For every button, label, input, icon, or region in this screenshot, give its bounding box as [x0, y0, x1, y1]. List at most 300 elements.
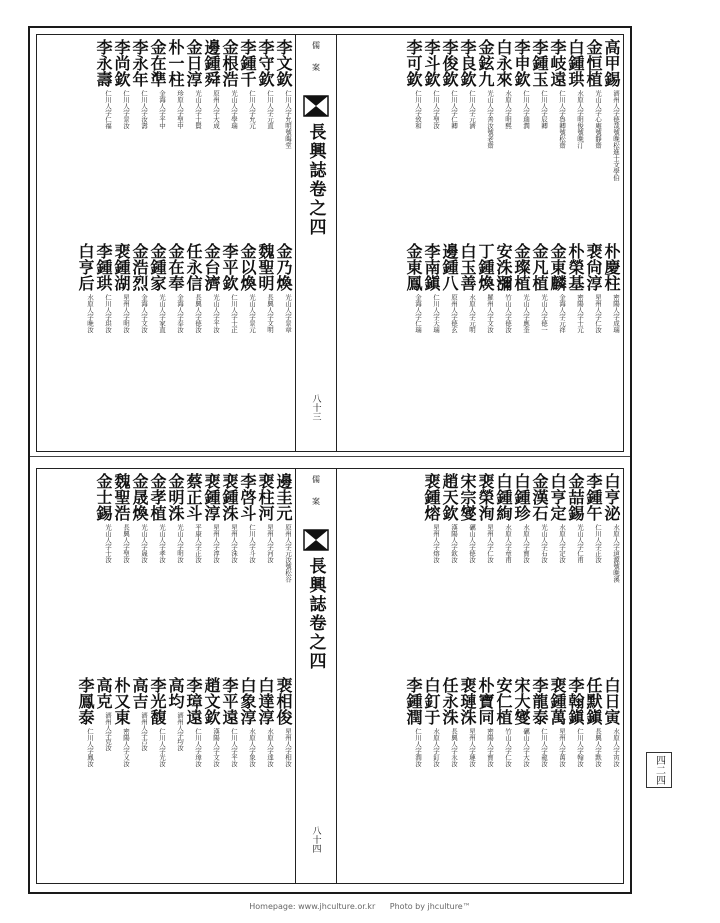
person-name: 高甲錫 [602, 39, 621, 87]
person-note: 光山人字心庵號靜齋 [594, 90, 602, 149]
person-note: 仁川人字辰卿 [540, 90, 548, 129]
register-entry [113, 677, 129, 877]
register-entry [441, 243, 457, 443]
person-note: 原州人字德玄 [450, 294, 458, 333]
person-note: 星州人字仁汝 [594, 294, 602, 333]
register-entry [549, 39, 565, 239]
person-name: 宋大燮 [512, 677, 531, 725]
register-entry [567, 677, 583, 877]
register-entry [239, 473, 255, 673]
register-entry [567, 473, 583, 673]
person-name: 李尚欽 [112, 39, 131, 87]
person-name: 朴榮基 [566, 243, 585, 291]
person-name: 白亨定 [548, 473, 567, 521]
register-entry [221, 473, 237, 673]
register-entry [149, 39, 165, 239]
person-name: 裵相俊 [274, 677, 293, 725]
register-entry [585, 243, 601, 443]
person-name: 金恒植 [584, 39, 603, 87]
person-name: 裵璉洙 [458, 677, 477, 725]
person-note: 水原人字明熙 [504, 90, 512, 129]
register-entry [603, 473, 619, 673]
person-note: 仁川人字仁福 [104, 90, 112, 129]
register-entry [513, 39, 529, 239]
register-entry [513, 243, 529, 443]
person-name: 李南鎭 [422, 243, 441, 291]
person-note: 光山人字學瑞 [230, 90, 238, 129]
person-name: 高吉 [130, 677, 149, 709]
register-entry [585, 473, 601, 673]
person-note: 光山人字孝汝 [158, 524, 166, 563]
person-name: 金乃煥 [274, 243, 293, 291]
register-entry [185, 677, 201, 877]
person-name: 金在奉 [166, 243, 185, 291]
register-entry [495, 39, 511, 239]
person-name: 金凡植 [530, 243, 549, 291]
person-name: 白達淳 [256, 677, 275, 725]
person-name: 李光馥 [148, 677, 167, 725]
register-entry [113, 39, 129, 239]
register-entry [531, 473, 547, 673]
person-note: 漢陽人字文汝 [212, 728, 220, 767]
register-entry [549, 243, 565, 443]
page-number-box: 四二四 [646, 752, 672, 788]
person-note: 仁川人字仁卿 [450, 90, 458, 129]
person-name: 李可欽 [404, 39, 423, 87]
person-name: 李永壽 [94, 39, 113, 87]
person-name: 金士錫 [94, 473, 113, 521]
person-note: 仁川人字翰汝 [576, 728, 584, 767]
person-name: 金在準 [148, 39, 167, 87]
register-entry [95, 473, 111, 673]
register-entry [239, 677, 255, 877]
person-note: 濟州人字均汝 [176, 712, 184, 751]
upper-right-half [365, 35, 623, 451]
person-note: 仁川人字允明號晦堂 [284, 90, 292, 149]
person-name: 裵鍾湖 [112, 243, 131, 291]
person-name: 白亨后 [76, 243, 95, 291]
lower-right-row-2 [365, 677, 623, 877]
register-entry [221, 39, 237, 239]
person-name: 金日淳 [184, 39, 203, 87]
register-entry [167, 39, 183, 239]
person-note: 星州人字淳汝 [212, 524, 220, 563]
register-entry [603, 243, 619, 443]
person-note: 星州人字仁汝 [486, 524, 494, 563]
person-note: 水原人字晩汝 [86, 294, 94, 333]
person-name: 邊鍾八 [440, 243, 459, 291]
register-entry [185, 243, 201, 443]
person-name: 金浩烈 [130, 243, 149, 291]
person-note: 水原人字章甫 [504, 524, 512, 563]
person-note: 星州人字明汝 [122, 294, 130, 333]
person-name: 金東麟 [548, 243, 567, 291]
register-entry [423, 473, 439, 673]
person-note: 仁川人字龍汝 [540, 728, 548, 767]
person-name: 朴又東 [112, 677, 131, 725]
upper-register-block [36, 34, 624, 452]
person-name: 朴一柱 [166, 39, 185, 87]
person-name: 裵柱河 [256, 473, 275, 521]
register-entry [459, 473, 475, 673]
register-entry [513, 677, 529, 877]
person-note: 仁川人字斗汝 [248, 524, 256, 563]
person-note: 水原人字寶汝 [522, 524, 530, 563]
side-mark: 儒案 [311, 475, 321, 519]
person-name: 金根浩 [220, 39, 239, 87]
register-entry [275, 677, 291, 877]
person-name: 李岐遠 [548, 39, 567, 87]
block-divider [30, 456, 630, 457]
register-entry [131, 243, 147, 443]
person-name: 李平欽 [220, 243, 239, 291]
register-entry [585, 39, 601, 239]
person-note: 仁川人字光汝 [158, 728, 166, 767]
person-name: 白鍾絢 [494, 473, 513, 521]
person-note: 金海人字平中 [158, 90, 166, 129]
register-entry [77, 243, 93, 443]
register-entry [567, 243, 583, 443]
person-name: 安洙瀰 [494, 243, 513, 291]
person-name: 白永來 [494, 39, 513, 87]
person-name: 任默鎭 [584, 677, 603, 725]
register-entry [239, 39, 255, 239]
register-entry [603, 39, 619, 239]
person-name: 金明洙 [166, 473, 185, 521]
person-note: 漢陽人字欽汝 [450, 524, 458, 563]
person-note: 水原人字道源號晩溪 [612, 524, 620, 583]
homepage-text: Homepage: www.jhculture.or.kr [249, 902, 376, 911]
person-name: 金喆錫 [566, 473, 585, 521]
person-note: 密陽人字士元 [576, 294, 584, 333]
register-entry [531, 39, 547, 239]
person-note: 長興人字默汝 [594, 728, 602, 767]
person-note: 星州人字萬汝 [558, 728, 566, 767]
person-name: 邊圭元 [274, 473, 293, 521]
person-note: 平康人字正汝 [194, 524, 202, 563]
register-entry [95, 39, 111, 239]
person-note: 仁川人字致和 [414, 90, 422, 129]
register-entry [441, 473, 457, 673]
person-note: 羅州人字文汝 [486, 294, 494, 333]
person-note: 光山人字晟汝 [140, 524, 148, 563]
person-name: 李啓斗 [238, 473, 257, 521]
folio-number: 八十三 [310, 394, 321, 421]
person-name: 金璨植 [512, 243, 531, 291]
person-note: 珍原人字聖中 [176, 90, 184, 129]
lower-left-half [37, 469, 295, 883]
person-name: 裵鍾萬 [548, 677, 567, 725]
person-name: 李璋遠 [184, 677, 203, 725]
person-note: 原州人字大成 [212, 90, 220, 129]
register-entry [185, 39, 201, 239]
register-entry [495, 243, 511, 443]
person-name: 裵鍾熔 [422, 473, 441, 521]
person-note: 水原人字釘汝 [432, 728, 440, 767]
register-entry [221, 243, 237, 443]
person-note: 仁川人字璋汝 [194, 728, 202, 767]
person-name: 魏聖浩 [112, 473, 131, 521]
person-note: 光山人字應奎 [522, 294, 530, 333]
person-note: 水原人字寅汝 [612, 728, 620, 767]
register-entry [275, 39, 291, 239]
person-name: 李斗欽 [422, 39, 441, 87]
person-note: 長興人字永汝 [450, 728, 458, 767]
person-note: 光山人字景元 [248, 294, 256, 333]
register-entry [423, 243, 439, 443]
person-note: 仁川人字景汝 [122, 90, 130, 129]
person-note: 仁川人字魯卿號松齋 [558, 90, 566, 149]
person-note: 仁川人字珙汝 [104, 294, 112, 333]
book-title: 長興誌卷之四 [305, 557, 326, 671]
register-entry [257, 473, 273, 673]
person-note: 水原人字元明 [468, 294, 476, 333]
person-note: 仁川人字正汝 [594, 524, 602, 563]
upper-left-half [37, 35, 295, 451]
person-name: 白日寅 [602, 677, 621, 725]
register-entry [549, 677, 565, 877]
person-note: 濟州人字克汝 [104, 712, 112, 751]
person-name: 裵鍾洙 [220, 473, 239, 521]
person-note: 長興人字文明 [266, 294, 274, 333]
person-name: 丁鍾煥 [476, 243, 495, 291]
person-note: 光山人字善汝號老齋 [486, 90, 494, 149]
person-note: 金海人字奉汝 [176, 294, 184, 333]
person-name: 李翰鎭 [566, 677, 585, 725]
register-entry [275, 243, 291, 443]
person-name: 李鍾玉 [530, 39, 549, 87]
lower-register-block [36, 468, 624, 884]
person-name: 李鍾潤 [404, 677, 423, 725]
person-note: 水原人字達汝 [266, 728, 274, 767]
register-entry [495, 473, 511, 673]
register-entry [149, 677, 165, 877]
register-entry [203, 39, 219, 239]
person-name: 朴寶同 [476, 677, 495, 725]
person-name: 金漢石 [530, 473, 549, 521]
person-note: 光山人字家直 [158, 294, 166, 333]
person-note: 長興人字德汝 [194, 294, 202, 333]
person-name: 金鍾家 [148, 243, 167, 291]
register-entry [477, 473, 493, 673]
person-name: 趙天欽 [440, 473, 459, 521]
register-entry [531, 677, 547, 877]
person-name: 李申欽 [512, 39, 531, 87]
upper-spine [295, 35, 337, 451]
register-entry [459, 39, 475, 239]
footer-credit [0, 902, 720, 911]
photo-credit-text: Photo by jhculture™ [389, 902, 471, 911]
person-note: 仁川人字士正 [230, 294, 238, 333]
upper-right-row-1 [365, 39, 623, 239]
register-entry [131, 677, 147, 877]
register-entry [459, 243, 475, 443]
person-note: 仁川人字瑞潤 [522, 90, 530, 129]
person-name: 李平遠 [220, 677, 239, 725]
upper-left-row-1 [37, 39, 295, 239]
register-entry [405, 243, 421, 443]
person-name: 金鉉九 [476, 39, 495, 87]
person-note: 礪山人字德汝 [468, 524, 476, 563]
register-entry [441, 39, 457, 239]
person-note: 金海人字文汝 [140, 294, 148, 333]
person-note: 仁川人字元直 [266, 90, 274, 129]
register-entry [477, 243, 493, 443]
person-note: 星州人字洙汝 [230, 524, 238, 563]
person-name: 白亨泌 [602, 473, 621, 521]
register-entry [477, 677, 493, 877]
person-name: 白象淳 [238, 677, 257, 725]
person-note: 仁川人字潤汝 [414, 728, 422, 767]
person-note: 光山人字石汝 [540, 524, 548, 563]
upper-left-row-2 [37, 243, 295, 443]
register-entry [405, 677, 421, 877]
register-entry [203, 677, 219, 877]
person-name: 李鍾珙 [94, 243, 113, 291]
upper-right-row-2 [365, 243, 623, 443]
person-name: 朴慶柱 [602, 243, 621, 291]
person-name: 安仁植 [494, 677, 513, 725]
person-note: 密陽人字成瑞 [612, 294, 620, 333]
register-entry [441, 677, 457, 877]
person-name: 李守欽 [256, 39, 275, 87]
register-entry [77, 677, 93, 877]
person-note: 星州人字璉汝 [468, 728, 476, 767]
person-note: 礪山人字大汝 [522, 728, 530, 767]
person-name: 任永洙 [440, 677, 459, 725]
person-name: 趙文欽 [202, 677, 221, 725]
register-entry [423, 39, 439, 239]
register-entry [95, 243, 111, 443]
person-note: 濟州人字吉汝 [140, 712, 148, 751]
person-note: 仁川人字鳳汝 [86, 728, 94, 767]
person-note: 光山人字德一 [540, 294, 548, 333]
person-note: 仁川人字天瑞 [432, 294, 440, 333]
register-entry [531, 243, 547, 443]
person-note: 星州人字熔汝 [432, 524, 440, 563]
lower-spine [295, 469, 337, 883]
person-name: 李永年 [130, 39, 149, 87]
person-note: 竹山人字仁汝 [504, 728, 512, 767]
register-entry [495, 677, 511, 877]
person-note: 光山人字明汝 [176, 524, 184, 563]
register-entry [239, 243, 255, 443]
person-name: 魏聖明 [256, 243, 275, 291]
person-note: 光山人字士汝 [104, 524, 112, 563]
lower-right-half [365, 469, 623, 883]
register-entry [221, 677, 237, 877]
register-entry [113, 473, 129, 673]
person-name: 裵榮洵 [476, 473, 495, 521]
person-name: 白玉善 [458, 243, 477, 291]
register-entry [257, 39, 273, 239]
person-note: 濟州人字德哉號晚松進士文學伯 [612, 90, 620, 181]
register-entry [167, 243, 183, 443]
person-name: 宋宗燮 [458, 473, 477, 521]
person-note: 光山人字士賢 [194, 90, 202, 129]
side-mark: 儒案 [311, 41, 321, 85]
person-name: 李文欽 [274, 39, 293, 87]
person-note: 星州人字相汝 [284, 728, 292, 767]
register-entry [549, 473, 565, 673]
person-name: 李鍾千 [238, 39, 257, 87]
register-entry [513, 473, 529, 673]
person-note: 仁川人字汝壽 [140, 90, 148, 129]
person-name: 李鳳泰 [76, 677, 95, 725]
register-entry [585, 677, 601, 877]
person-note: 金海人字仁瑞 [414, 294, 422, 333]
person-note: 密陽人字又汝 [122, 728, 130, 767]
register-entry [459, 677, 475, 877]
person-note: 光山人字景章 [284, 294, 292, 333]
book-title: 長興誌卷之四 [305, 123, 326, 237]
person-name: 蔡正斗 [184, 473, 203, 521]
register-entry [149, 473, 165, 673]
person-name: 高克 [94, 677, 113, 709]
person-note: 長興人字聖汝 [122, 524, 130, 563]
person-name: 金孝植 [148, 473, 167, 521]
person-note: 光山人字仁甫 [576, 524, 584, 563]
fishtail-emblem-icon [303, 95, 329, 117]
person-name: 金東鳳 [404, 243, 423, 291]
person-note: 星州人字河汝 [266, 524, 274, 563]
person-name: 金以煥 [238, 243, 257, 291]
person-name: 金晟煥 [130, 473, 149, 521]
person-name: 白釘于 [422, 677, 441, 725]
person-name: 任永信 [184, 243, 203, 291]
person-note: 仁川人字平汝 [230, 728, 238, 767]
person-note: 竹山人字德汝 [504, 294, 512, 333]
register-entry [423, 677, 439, 877]
register-entry [95, 677, 111, 877]
register-entry [149, 243, 165, 443]
register-entry [275, 473, 291, 673]
person-name: 白鍾珙 [566, 39, 585, 87]
register-entry [257, 243, 273, 443]
person-name: 李龍泰 [530, 677, 549, 725]
person-name: 李俊欽 [440, 39, 459, 87]
person-name: 裵鍾淳 [202, 473, 221, 521]
person-name: 裵尙淳 [584, 243, 603, 291]
register-entry [131, 39, 147, 239]
person-name: 邊鍾舜 [202, 39, 221, 87]
register-entry [405, 39, 421, 239]
lower-left-row-2 [37, 677, 295, 877]
register-entry [167, 473, 183, 673]
person-name: 李良欽 [458, 39, 477, 87]
lower-left-row-1 [37, 473, 295, 673]
register-entry [185, 473, 201, 673]
person-note: 仁川人字元濟 [468, 90, 476, 129]
person-note: 密陽人字寶汝 [486, 728, 494, 767]
person-name: 李鍾午 [584, 473, 603, 521]
lower-right-row-1 [365, 473, 623, 673]
register-entry [477, 39, 493, 239]
person-note: 水原人字明俊號晩汀 [576, 90, 584, 149]
person-name: 高均 [166, 677, 185, 709]
person-note: 水原人字定汝 [558, 524, 566, 563]
fishtail-emblem-icon [303, 529, 329, 551]
person-name: 白鍾珍 [512, 473, 531, 521]
person-note: 原州人字元汝號松谷 [284, 524, 292, 583]
person-note: 光山人字平汝 [212, 294, 220, 333]
person-name: 金台濟 [202, 243, 221, 291]
person-note: 金海人字元祥 [558, 294, 566, 333]
register-entry [113, 243, 129, 443]
register-entry [257, 677, 273, 877]
person-note: 水原人字象汝 [248, 728, 256, 767]
folio-number: 八十四 [310, 826, 321, 853]
